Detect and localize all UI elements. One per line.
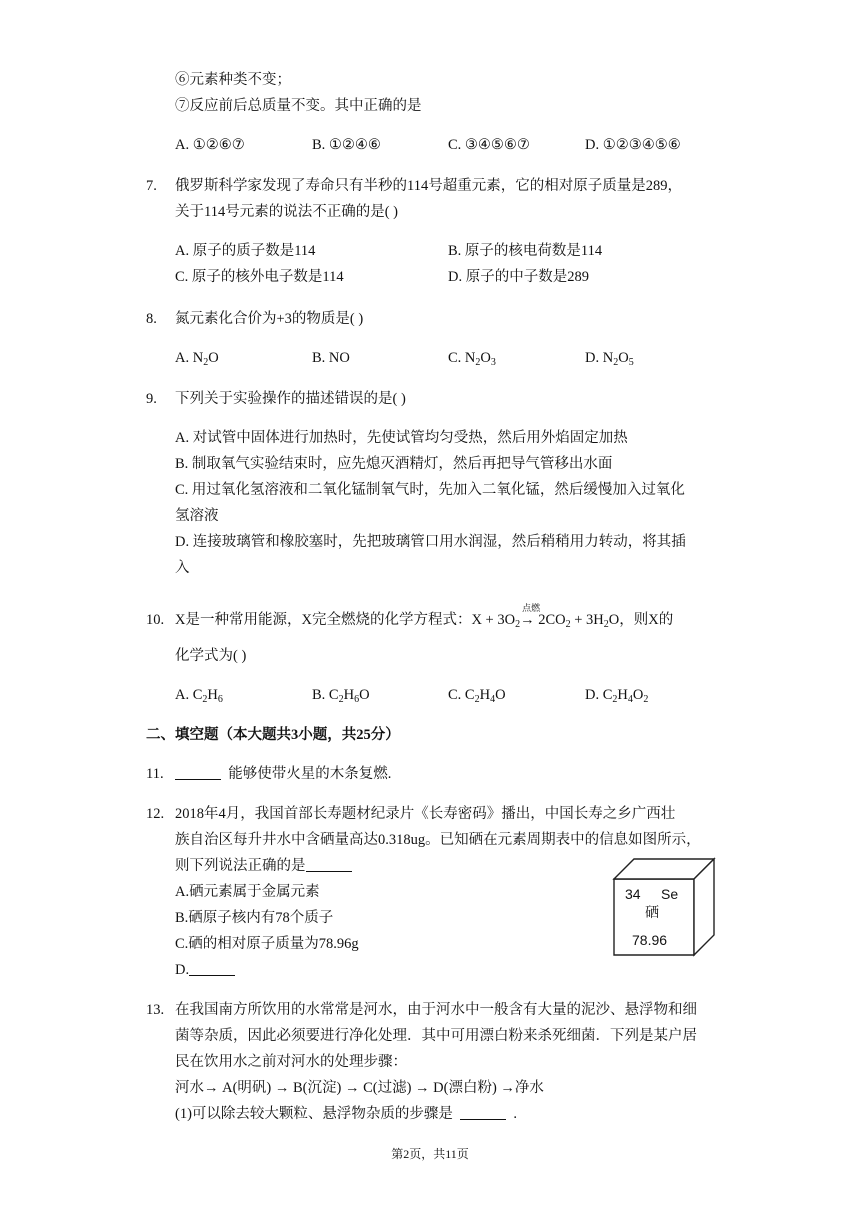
q13-blank (460, 1105, 506, 1120)
q11-stem: 能够使带火星的木条复燃. (175, 764, 391, 784)
element-name: 硒 (645, 906, 659, 921)
q6-line-6: ⑥元素种类不变； (175, 72, 291, 88)
q13-stem-line1: 在我国南方所饮用的水常常是河水，由于河水中一般含有大量的泥沙、悬浮物和细 (175, 1002, 697, 1018)
selenium-element-card (612, 857, 716, 957)
q11-blank (175, 765, 221, 780)
element-atomic-number: 34 (625, 886, 641, 902)
q8-option-a: A. $N_2O$ (175, 350, 219, 368)
q12-option-b: B.硒原子核内有78个质子 (175, 910, 334, 926)
q10-option-a: A. $C_2H_6$ (175, 687, 223, 705)
q12-option-d: D. (175, 960, 235, 980)
q11-number: 11. (146, 766, 164, 782)
q12-option-a: A.硒元素属于金属元素 (175, 884, 320, 900)
q6-line-7: ⑦反应前后总质量不变。其中正确的是 (175, 98, 422, 114)
q9-stem: 下列关于实验操作的描述错误的是( ) (175, 391, 406, 407)
q13-question-1: (1)可以除去较大颗粒、悬浮物杂质的步骤是 . (175, 1106, 518, 1122)
q12-stem-line2: 族自治区每升井水中含硒量高达0.318ug。已知硒在元素周期表中的信息如图所示， (175, 832, 701, 848)
q7-option-b: B. 原子的核电荷数是114 (448, 243, 603, 259)
q10-option-c: C. $C_2H_4O$ (448, 687, 506, 705)
q13-stem-line3: 民在饮用水之前对河水的处理步骤： (175, 1054, 407, 1070)
q7-stem-line2: 关于114号元素的说法不正确的是( ) (175, 204, 398, 220)
q12-option-c: C.硒的相对原子质量为78.96g (175, 936, 359, 952)
q7-option-d: D. 原子的中子数是289 (448, 269, 589, 285)
q8-option-c: C. $N_2O_3$ (448, 350, 496, 368)
q12-number: 12. (146, 806, 165, 822)
q8-stem: 氮元素化合价为+3的物质是( ) (175, 311, 364, 327)
q9-option-b: B. 制取氧气实验结束时，应先熄灭酒精灯，然后再把导气管移出水面 (175, 456, 613, 472)
q10-option-d: D. $C_2H_4O_2$ (585, 687, 649, 705)
q9-option-d-line1: D. 连接玻璃管和橡胶塞时，先把玻璃管口用水润湿，然后稍稍用力转动，将其插 (175, 534, 686, 550)
q7-number: 7. (146, 178, 157, 194)
q7-option-c: C. 原子的核外电子数是114 (175, 269, 344, 285)
q10-stem-line2: 化学式为( ) (175, 648, 247, 664)
q13-stem-line2: 菌等杂质，因此必须要进行净化处理．其中可用漂白粉来杀死细菌．下列是某户居 (175, 1028, 697, 1044)
q13-process-steps: 河水→ A(明矾) → B(沉淀) → C(过滤) → D(漂白粉) →净水 (175, 1080, 544, 1096)
q10-stem-line1: X是一种常用能源，X完全燃烧的化学方程式：$X + 3O_2$ 点燃 → $2CO_2 + 3H_2O$，则X的 (175, 610, 673, 635)
q8-option-d: D. $N_2O_5$ (585, 350, 634, 368)
q13-number: 13. (146, 1002, 165, 1018)
q6-option-a: A. ①②⑥⑦ (175, 137, 245, 153)
element-mass: 78.96 (632, 932, 668, 948)
element-symbol: Se (661, 886, 679, 902)
q12-stem-line3: 则下列说法正确的是 (175, 856, 352, 876)
q10-number: 10. (146, 612, 165, 628)
q9-option-c-line2: 氢溶液 (175, 508, 219, 524)
q6-option-d: D. ①②③④⑤⑥ (585, 137, 681, 153)
q12-stem-line1: 2018年4月，我国首部长寿题材纪录片《长寿密码》播出，中国长寿之乡广西壮 (175, 806, 676, 822)
q12-option-d-blank (189, 961, 235, 976)
q6-option-c: C. ③④⑤⑥⑦ (448, 137, 530, 153)
q9-option-a: A. 对试管中固体进行加热时，先使试管均匀受热，然后用外焰固定加热 (175, 430, 628, 446)
section-heading: 二、填空题（本大题共3小题，共25分） (146, 727, 400, 743)
q8-option-b: B. NO (312, 350, 350, 366)
q9-option-d-line2: 入 (175, 560, 190, 576)
q6-option-b: B. ①②④⑥ (312, 137, 381, 153)
q10-option-b: B. $C_2H_6O$ (312, 687, 370, 705)
q7-stem-line1: 俄罗斯科学家发现了寿命只有半秒的114号超重元素，它的相对原子质量是289， (175, 178, 682, 194)
page-footer: 第2页，共11页 (391, 1147, 469, 1161)
q12-blank (306, 857, 352, 872)
reaction-condition: 点燃 (522, 603, 541, 613)
q9-number: 9. (146, 391, 157, 407)
q8-number: 8. (146, 311, 157, 327)
q9-option-c-line1: C. 用过氧化氢溶液和二氧化锰制氧气时，先加入二氧化锰，然后缓慢加入过氧化 (175, 482, 685, 498)
q7-option-a: A. 原子的质子数是114 (175, 243, 316, 259)
